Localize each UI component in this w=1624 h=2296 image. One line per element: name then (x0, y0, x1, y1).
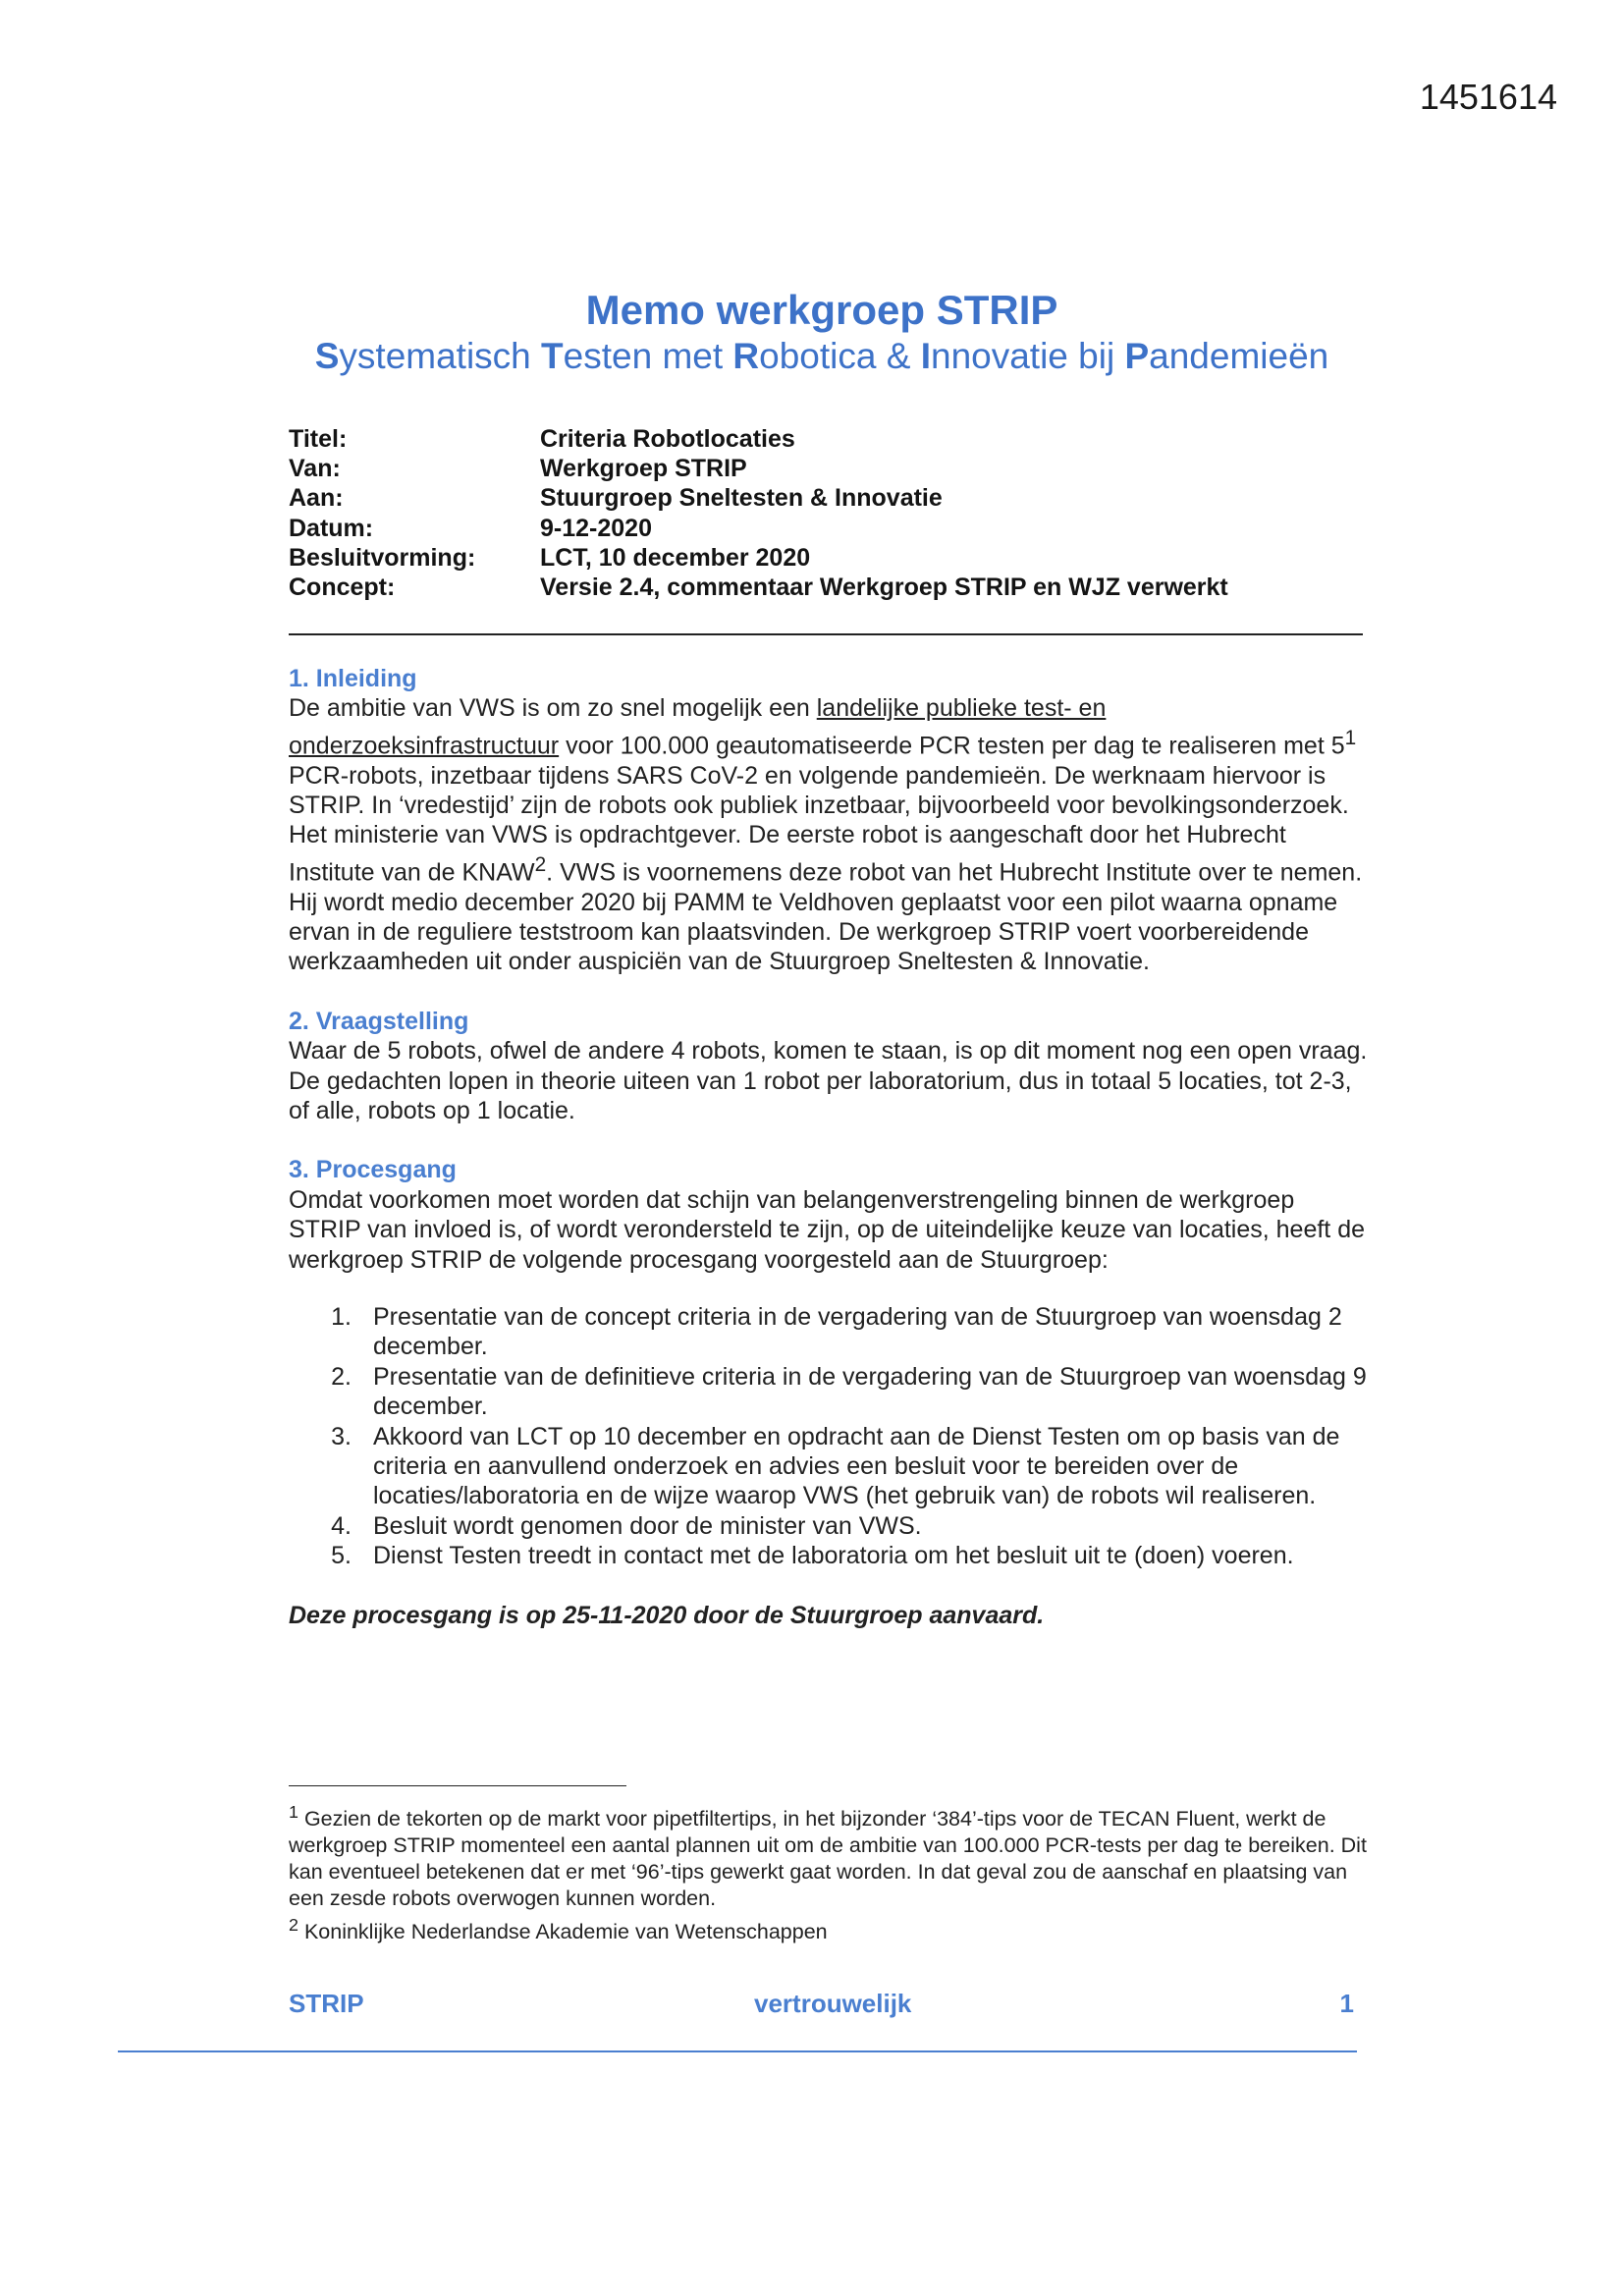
meta-row: Titel: Criteria Robotlocaties (289, 425, 795, 453)
section-heading: 2. Vraagstelling (289, 1007, 469, 1035)
section-procesgang (289, 1155, 1369, 1630)
page-number: 1 (1339, 1989, 1354, 2018)
footnote-ref: 2 (534, 852, 547, 876)
memo-metadata (289, 424, 1369, 602)
section-vraagstelling (289, 1007, 1369, 1126)
section-heading: 1. Inleiding (289, 665, 417, 692)
meta-row: Datum: 9-12-2020 (289, 514, 652, 542)
section-paragraph: Waar de 5 robots, ofwel de andere 4 robots, komen te staan, is op dit moment nog een open vraag. De gedachten lopen in theorie uiteen van 1 robot per laboratorium, dus in totaal 5 locaties, tot 2-3, of alle, robots op 1 locatie. (289, 1037, 1368, 1124)
footer-left: STRIP (289, 1989, 364, 2018)
list-item: 1. Presentatie van de concept criteria in de vergadering van de Stuurgroep van woensdag 2 december. (331, 1302, 1342, 1361)
list-item: 4. Besluit wordt genomen door de minister van VWS. (331, 1511, 922, 1540)
list-item: 5. Dienst Testen treedt in contact met de laboratoria om het besluit uit te (doen) voeren. (331, 1542, 1294, 1570)
footnote-ref: 1 (1344, 726, 1357, 749)
meta-row: Concept: Versie 2.4, commentaar Werkgroep STRIP en WJZ verwerkt (289, 573, 1228, 601)
meta-row: Besluitvorming: LCT, 10 december 2020 (289, 543, 811, 572)
procedure-list (289, 1302, 1369, 1571)
list-item: 3. Akkoord van LCT op 10 december en opdracht aan de Dienst Testen om op basis van de criteria en aanvullend onderzoek en advies een besluit voor te bereiden over de locaties/laboratoria en de wijze waarop VWS (het gebruik van) de robots wil realiseren. (331, 1422, 1340, 1510)
header-divider (289, 633, 1363, 635)
memo-subtitle: Systematisch Testen met Robotica & Innovatie bij Pandemieën (314, 336, 1329, 376)
memo-body (289, 664, 1369, 1630)
meta-row: Aan: Stuurgroep Sneltesten & Innovatie (289, 484, 943, 513)
memo-title: Memo werkgroep STRIP (585, 287, 1058, 333)
document-id: 1451614 (1419, 77, 1557, 117)
footnote-divider (289, 1785, 626, 1786)
section-paragraph: Omdat voorkomen moet worden dat schijn van belangenverstrengeling binnen de werkgroep STRIP van invloed is, of wordt verondersteld te zijn, op de uiteindelijke keuze van locaties, heeft de werkgroep STRIP de volgende procesgang voorgesteld aan de Stuurgroep: (289, 1185, 1365, 1274)
footnote: $^2$ Koninklijke Nederlandse Akademie van Wetenschappen (289, 1915, 828, 1944)
closing-statement: Deze procesgang is op 25-11-2020 door de Stuurgroep aanvaard. (289, 1601, 1045, 1629)
section-heading: 3. Procesgang (289, 1156, 457, 1184)
footnotes (289, 1799, 1369, 1945)
section-inleiding (289, 664, 1369, 977)
list-item: 2. Presentatie van de definitieve criteria in de vergadering van de Stuurgroep van woensdag 9 december. (331, 1362, 1367, 1421)
section-paragraph: De ambitie van VWS is om zo snel mogelijk een landelijke publieke test- en onderzoeksinfrastructuur voor 100.000 geautomatiseerde PCR testen per dag te realiseren met $5^1$ PCR-robots, inzetbaar tijdens SARS CoV-2 en volgende pandemieën. De werknaam hiervoor is STRIP. In ‘vredestijd’ zijn de robots ook publiek inzetbaar, bijvoorbeeld voor bevolkingsonderzoek. Het ministerie van VWS is opdrachtgever. De eerste robot is aangeschaft door het Hubrecht Institute van de KNAW$^2$. VWS is voornemens deze robot van het Hubrecht Institute over te nemen. Hij wordt medio december 2020 bij PAMM te Veldhoven geplaatst voor een pilot waarna opname ervan in de reguliere teststroom kan plaatsvinden. De werkgroep STRIP voert voorbereidende werkzaamheden uit onder auspiciën van de Stuurgroep Sneltesten & Innovatie. (289, 694, 1363, 976)
footer-divider (118, 2050, 1357, 2052)
footnote: $^1$ Gezien de tekorten op de markt voor pipetfiltertips, in het bijzonder ‘384’-tips voor de TECAN Fluent, werkt de werkgroep STRIP momenteel een aantal plannen uit om de ambitie van 100.000 PCR-tests per dag te bereiken. Dit kan eventueel betekenen dat er met ‘96’-tips gewerkt gaat worden. In dat geval zou de aanschaf en plaatsing van een zesde robots overwogen kunnen worden. (289, 1802, 1367, 1911)
meta-row: Van: Werkgroep STRIP (289, 455, 747, 483)
footer-classification: vertrouwelijk (754, 1989, 912, 2018)
underlined-term: landelijke publieke test- en onderzoeksinfrastructuur (289, 694, 1107, 760)
